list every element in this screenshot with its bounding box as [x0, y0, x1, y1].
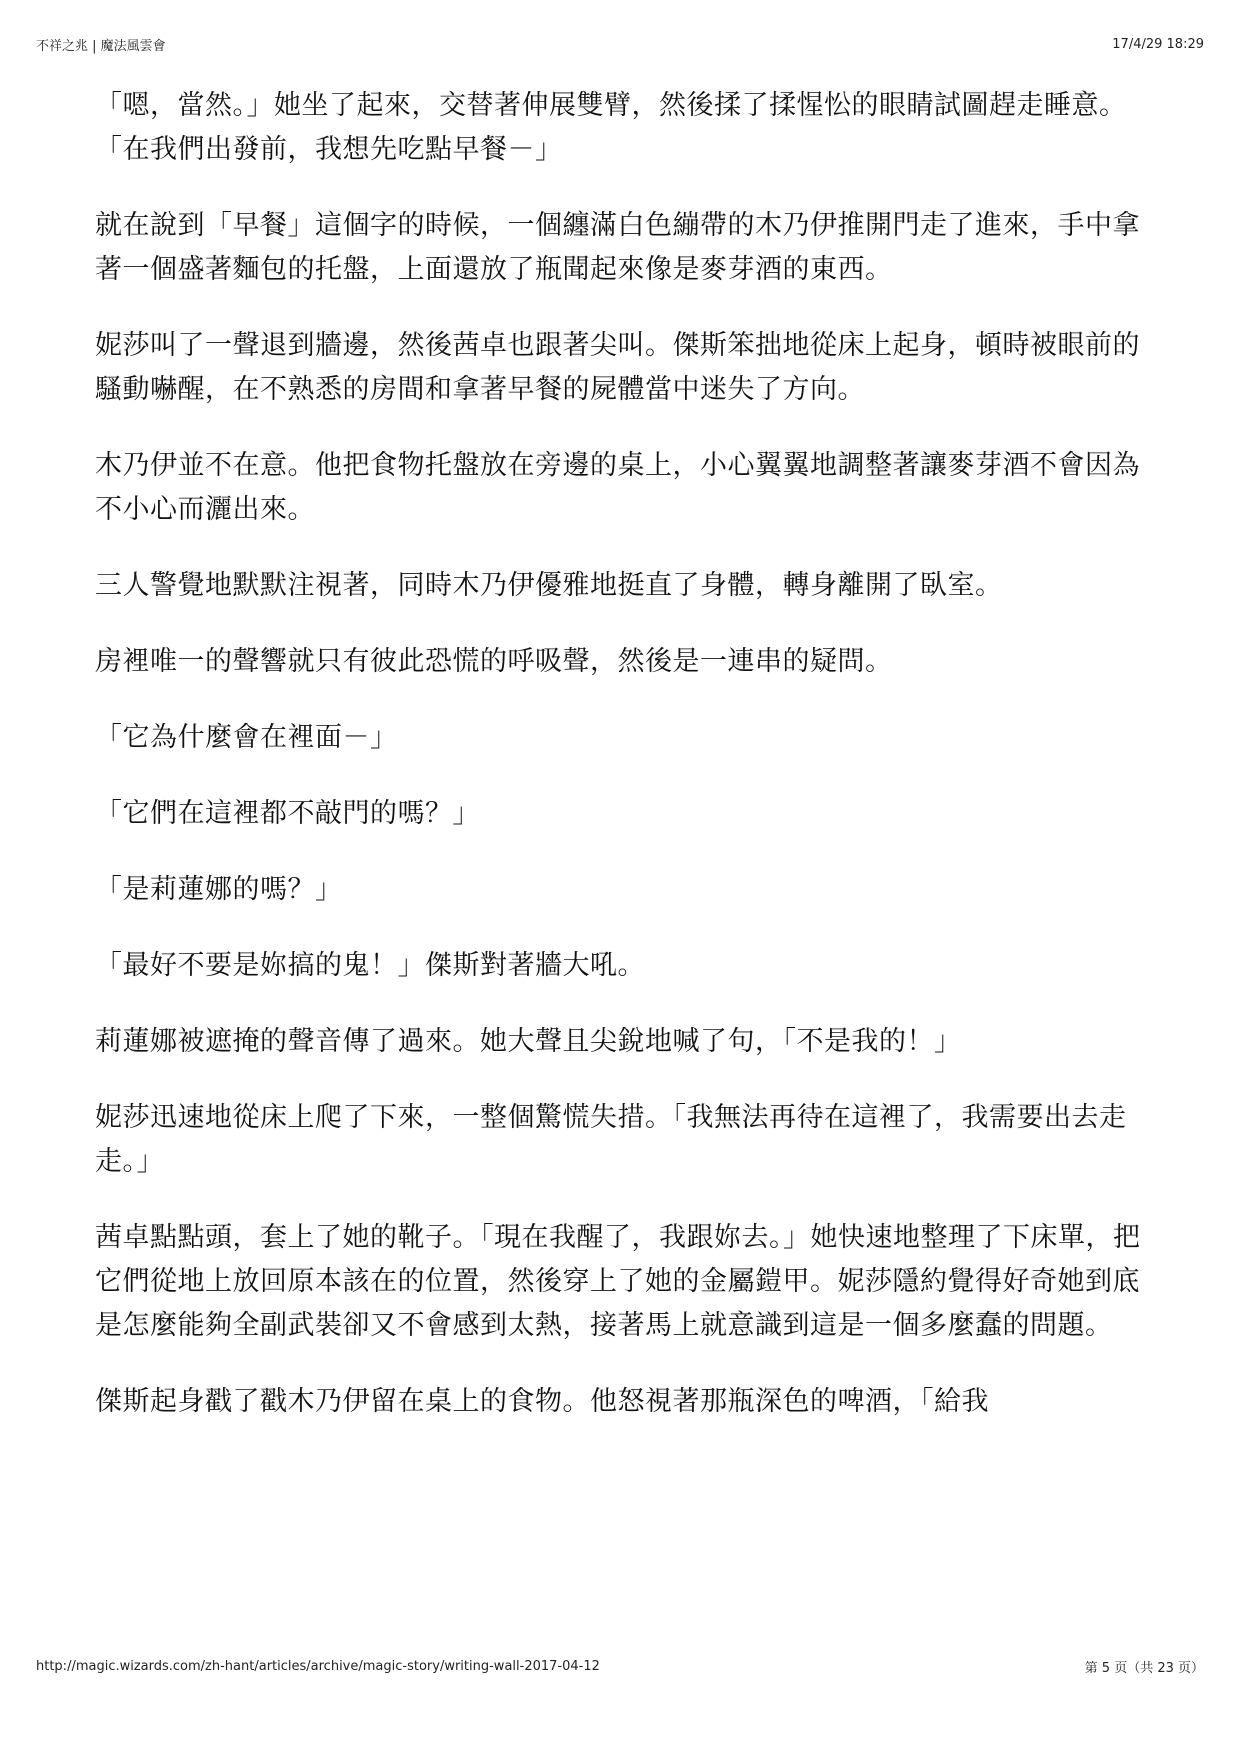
paragraph: 傑斯起身戳了戳木乃伊留在桌上的食物。他怒視著那瓶深色的啤酒，「給我 [95, 1386, 989, 1417]
page-url: http://magic.wizards.com/zh-hant/articles/archive/magic-story/writing-wall-2017-04-12 [36, 1658, 600, 1674]
paragraph: 木乃伊並不在意。他把食物托盤放在旁邊的桌上，小心翼翼地調整著讓麥芽酒不會因為不小心而灑出來。 [95, 450, 1140, 525]
print-header [36, 34, 1204, 54]
paragraph: 茜卓點點頭，套上了她的靴子。「現在我醒了，我跟妳去。」她快速地整理了下床單，把它們從地上放回原本該在的位置，然後穿上了她的金屬鎧甲。妮莎隱約覺得好奇她到底是怎麼能夠全副武裝卻又不會感到太熱，接著馬上就意識到這是一個多麼蠢的問題。 [95, 1222, 1141, 1341]
dialogue-line: 「是莉蓮娜的嗎？」 [95, 874, 343, 905]
paragraph: 就在說到「早餐」這個字的時候，一個纏滿白色繃帶的木乃伊推開門走了進來，手中拿著一個盛著麵包的托盤，上面還放了瓶聞起來像是麥芽酒的東西。 [95, 210, 1140, 285]
paragraph: 妮莎叫了一聲退到牆邊，然後茜卓也跟著尖叫。傑斯笨拙地從床上起身，頓時被眼前的騷動嚇醒，在不熟悉的房間和拿著早餐的屍體當中迷失了方向。 [95, 330, 1140, 405]
print-datetime: 17/4/29 18:29 [1112, 36, 1204, 52]
paragraph: 「最好不要是妳搞的鬼！」傑斯對著牆大吼。 [95, 950, 645, 981]
page-indicator: 第 5 页（共 23 页） [1084, 1660, 1204, 1676]
document-title: 不祥之兆 | 魔法風雲會 [36, 38, 166, 54]
paragraph: 莉蓮娜被遮掩的聲音傳了過來。她大聲且尖銳地喊了句，「不是我的！」 [95, 1026, 962, 1057]
dialogue-line: 「它為什麼會在裡面－」 [95, 722, 398, 753]
article-body [95, 84, 1155, 1424]
dialogue-line: 「它們在這裡都不敲門的嗎？」 [95, 798, 480, 829]
paragraph: 房裡唯一的聲響就只有彼此恐慌的呼吸聲，然後是一連串的疑問。 [95, 646, 893, 677]
paragraph: 「嗯，當然。」她坐了起來，交替著伸展雙臂，然後揉了揉惺忪的眼睛試圖趕走睡意。「在我們出發前，我想先吃點早餐－」 [95, 90, 1127, 165]
paragraph: 妮莎迅速地從床上爬了下來，一整個驚慌失措。「我無法再待在這裡了，我需要出去走走。」 [95, 1102, 1127, 1177]
print-footer [36, 1656, 1204, 1676]
paragraph: 三人警覺地默默注視著，同時木乃伊優雅地挺直了身體，轉身離開了臥室。 [95, 570, 1003, 601]
